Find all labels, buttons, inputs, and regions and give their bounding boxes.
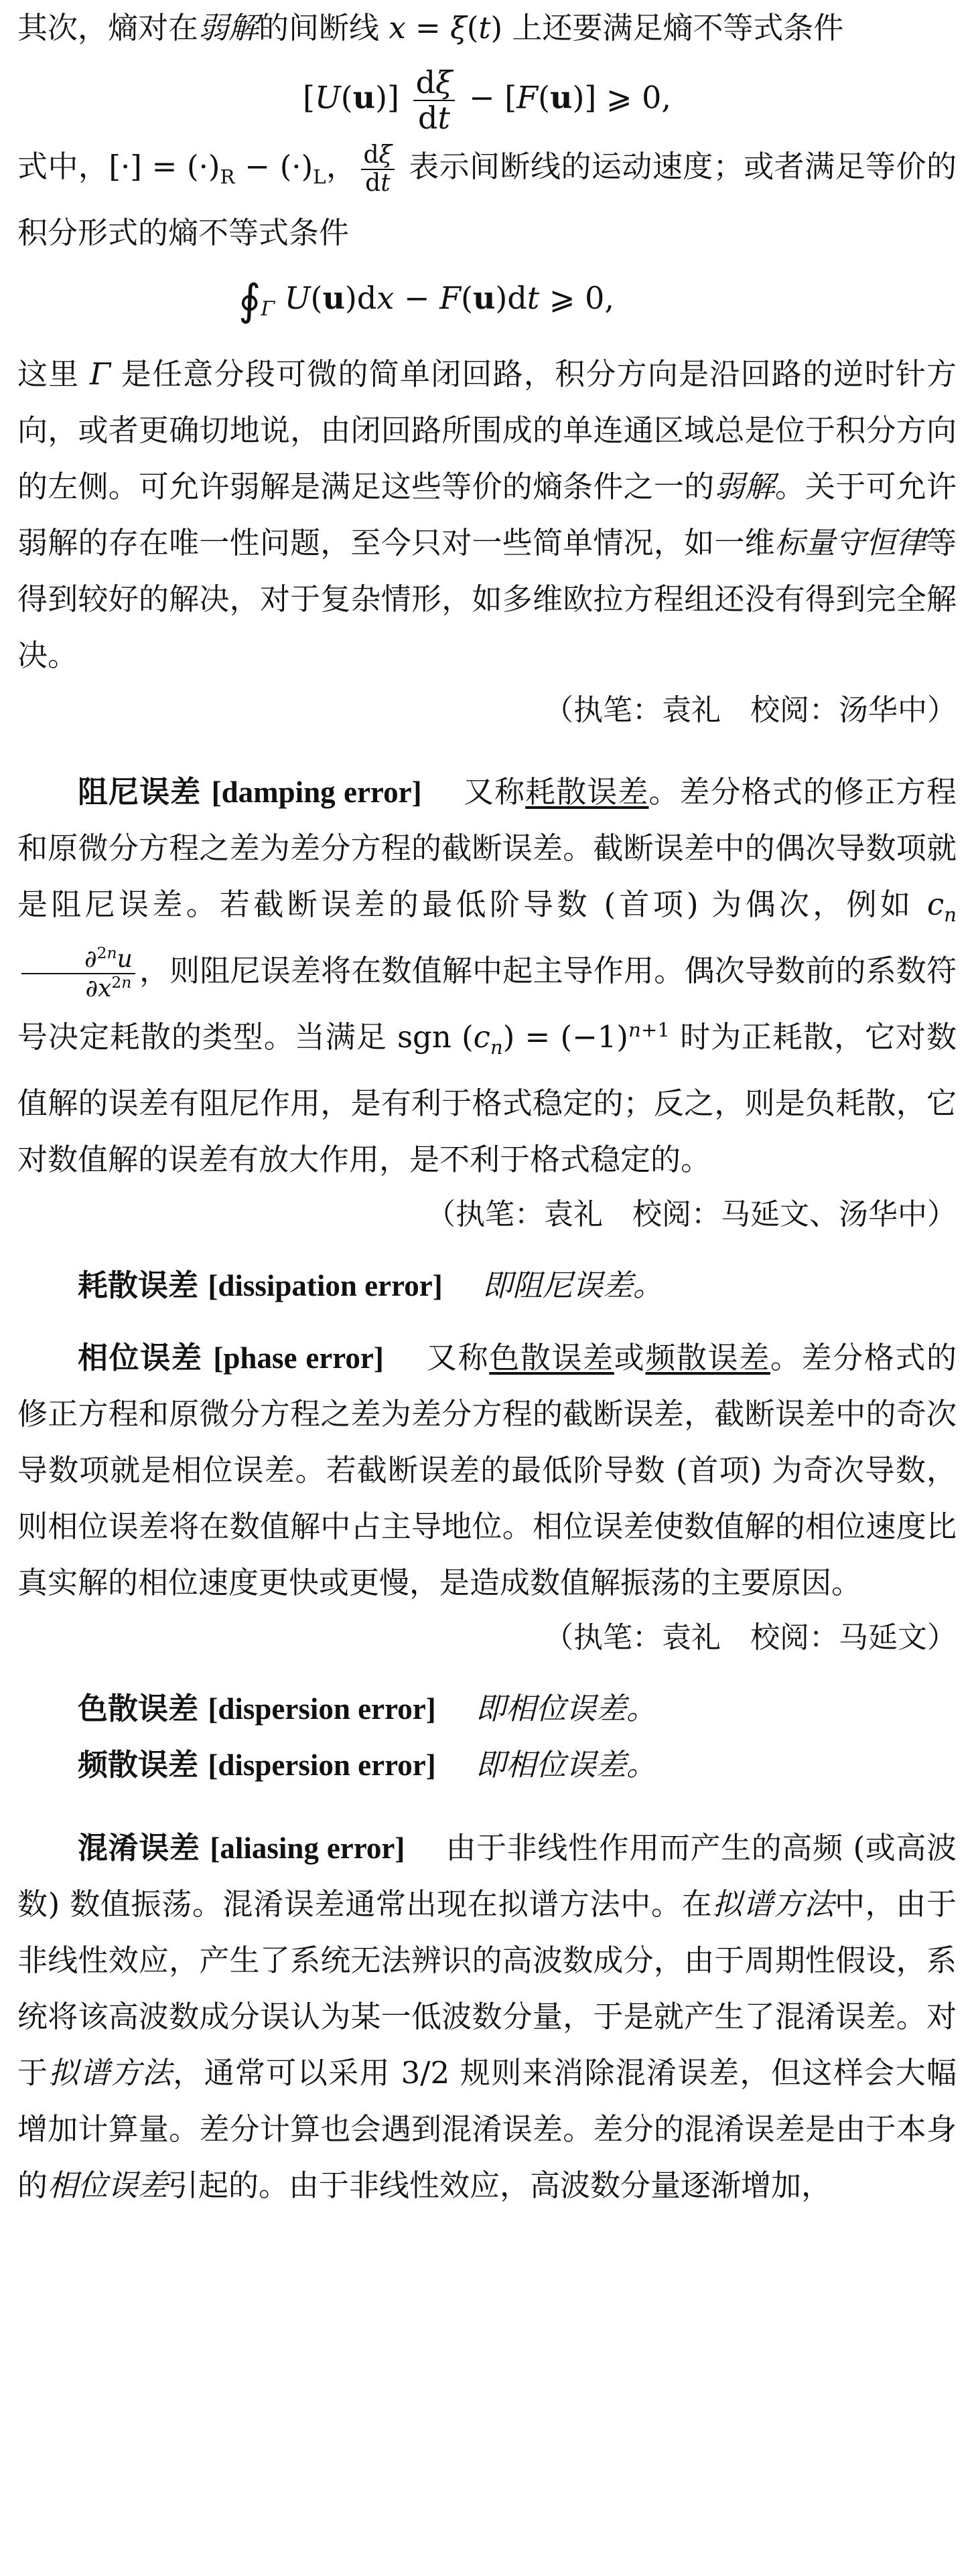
entry-frequency-dispersion-error: [17, 1737, 957, 1793]
entry-dispersion-error: [17, 1681, 957, 1737]
entry-aliasing-error: 混淆误差 [aliasing error] 由于非线性作用而产生的高频 (或高波数) 数值振荡。混淆误差通常出现在拟谱方法中。在拟谱方法中，由于非线性效应，产生了系统无法辨识的高波数成分，由于周期性假设，系统将该高波数成分误认为某一低波数分量，于是就产生了混淆误差。对于拟谱方法，通常可以采用 3/2 规则来消除混淆误差，但这样会大幅增加计算量。差分计算也会遇到混淆误差。差分的混淆误差是由于本身的相位误差引起的。由于非线性效应，高波数分量逐渐增加，: [17, 1830, 957, 2204]
entry-text: 即阻尼误差。: [482, 1268, 664, 1304]
entry-english: [dissipation error]: [208, 1269, 443, 1303]
emph-weak-solution: 弱解: [198, 10, 259, 46]
entry-term: 混淆误差: [78, 1830, 200, 1866]
entry-english: [aliasing error]: [210, 1831, 405, 1866]
entry-english: [dispersion error]: [208, 1692, 436, 1726]
intro-paragraph-1: 其次，熵对在弱解的间断线 x = ξ(t) 上还要满足熵不等式条件: [17, 10, 844, 46]
intro-paragraph-2: 式中，[·] = $(\cdot)_R - (\cdot)_L$， $\frac{d\xi}{dt}$ 表示间断线的运动速度；或者满足等价的积分形式的熵不等式条件: [17, 141, 957, 251]
formula-integral-inequality: $∮_\Gamma$ U(u)dx − F(u)dt ⩾ 0,: [238, 276, 614, 326]
entry-term: 相位误差: [78, 1340, 203, 1376]
entry-term: 阻尼误差: [78, 774, 202, 810]
entry-phase-error: 相位误差 [phase error] 又称色散误差或频散误差。差分格式的修正方程和原微分方程之差为差分方程的截断误差，截断误差中的奇次导数项就是相位误差。若截断误差的最低阶导数 (首项) 为奇次导数，则相位误差将在数值解中占主导地位。相位误差使数值解的相位速度比真实解的相位速度更快或更慢，是造成数值解振荡的主要原因。: [17, 1340, 957, 1601]
entry-damping-error: 阻尼误差 [damping error] 又称耗散误差。差分格式的修正方程和原微分方程之差为差分方程的截断误差。截断误差中的偶次导数项就是阻尼误差。若截断误差的最低阶导数 (首项) 为偶次，例如 $c_n$ $\frac{\partial^{2n}u}{\partial x^{2n}}$ ，则阻尼误差将在数值解中起主导作用。偶次导数前的系数符号决定耗散的类型。当满足 sgn $(c_n) = (-1)^{n+1}$ 时为正耗散，它对数值解的误差有阻尼作用，是有利于格式稳定的；反之，则是负耗散，它对数值解的误差有放大作用，是不利于格式稳定的。: [17, 774, 957, 1178]
entry-dissipation-error: [17, 1258, 957, 1314]
intro-paragraph-3: 这里 Γ 是任意分段可微的简单闭回路，积分方向是沿回路的逆时针方向，或者更确切地说，由闭回路所围成的单连通区域总是位于积分方向的左侧。可允许弱解是满足这些等价的熵条件之一的弱解。关于可允许弱解的存在唯一性问题，至今只对一些简单情况，如一维标量守恒律等得到较好的解决，对于复杂情形，如多维欧拉方程组还没有得到完全解决。: [17, 356, 957, 674]
entry-english: [dispersion error]: [208, 1748, 436, 1783]
entry-term: 频散误差: [78, 1747, 199, 1783]
entry-term: 色散误差: [78, 1691, 199, 1727]
entry-phase-signature: （执笔：袁礼 校阅：马延文）: [544, 1620, 957, 1655]
entry-term: 耗散误差: [78, 1268, 199, 1304]
entry-damping-signature: （执笔：袁礼 校阅：马延文、汤华中）: [426, 1197, 957, 1232]
entry-english: [damping error]: [211, 775, 422, 810]
formula-entropy-inequality: [U(u)] $\frac{d\xi}{dt}$ − [F(u)] ⩾ 0,: [302, 64, 672, 136]
entry-english: [phase error]: [213, 1341, 384, 1375]
entry-text: 即相位误差。: [476, 1691, 657, 1727]
intro-signature: （执笔：袁礼 校阅：汤华中）: [544, 693, 957, 728]
entry-text: 即相位误差。: [476, 1747, 657, 1783]
